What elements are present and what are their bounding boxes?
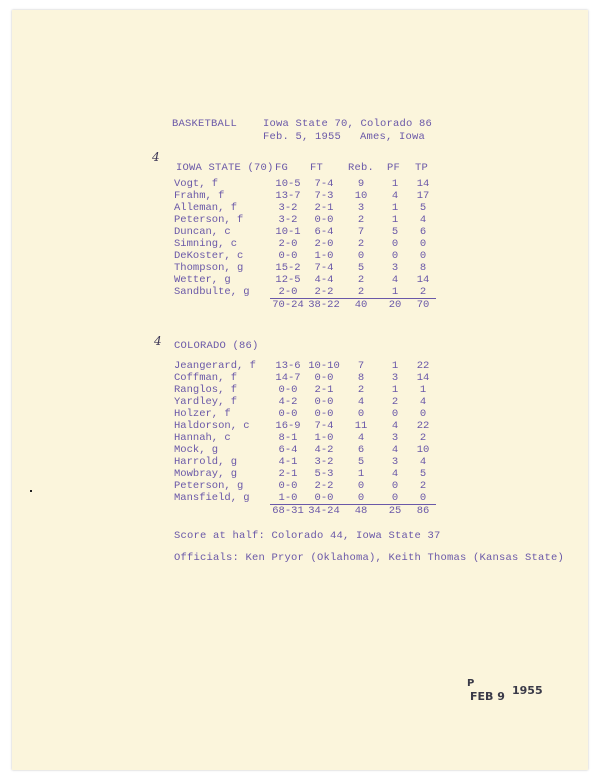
stat-pf: 0 (380, 492, 410, 505)
stat-reb: 2 (357, 274, 365, 286)
stat-fg: 0-0 (278, 250, 298, 262)
stat-pf: 3 (391, 432, 399, 444)
stat-ft: 7-4 (314, 262, 334, 274)
stat-tp: 17 (416, 190, 430, 202)
stat-fg: 0-0 (278, 408, 298, 420)
stat-tp: 4 (419, 456, 427, 468)
stat-ft: 1-0 (314, 250, 334, 262)
total-ft: 34-24 (308, 505, 340, 517)
player-name: Haldorson, c (174, 420, 250, 432)
stat-fg: 2-1 (278, 468, 298, 480)
player-name: Holzer, f (174, 408, 231, 420)
stat-tp: 2 (410, 286, 436, 299)
stat-fg: 4-2 (278, 396, 298, 408)
stat-fg: 8-1 (278, 432, 298, 444)
stat-reb: 0 (357, 250, 365, 262)
stat-pf: 0 (391, 480, 399, 492)
stat-reb: 1 (357, 468, 365, 480)
stat-fg: 0-0 (278, 480, 298, 492)
player-row (174, 190, 436, 202)
stat-fg: 2-0 (270, 286, 306, 299)
stat-pf: 4 (391, 444, 399, 456)
stat-ft: 5-3 (314, 468, 334, 480)
colorado-title: COLORADO (86) (174, 340, 259, 352)
player-row (174, 202, 436, 214)
stat-ft: 4-4 (314, 274, 334, 286)
stat-ft: 2-2 (306, 286, 342, 299)
stat-tp: 4 (419, 214, 427, 226)
stat-ft: 4-2 (314, 444, 334, 456)
col-reb: Reb. (348, 162, 375, 174)
stat-reb: 2 (357, 214, 365, 226)
total-tp: 70 (416, 299, 430, 311)
stat-pf: 0 (391, 250, 399, 262)
col-pf: PF (387, 162, 401, 174)
player-name: Sandbulte, g (174, 286, 250, 299)
stat-tp: 8 (419, 262, 427, 274)
player-name: Coffman, f (174, 372, 238, 384)
stat-pf: 4 (391, 274, 399, 286)
stat-reb: 5 (357, 456, 365, 468)
stat-fg: 10-5 (275, 178, 301, 190)
stat-ft: 6-4 (314, 226, 334, 238)
iowa-state-box-score (174, 178, 436, 311)
stat-pf: 4 (391, 190, 399, 202)
player-name: Yardley, f (174, 396, 238, 408)
stat-reb: 2 (357, 384, 365, 396)
stat-tp: 14 (416, 274, 430, 286)
stat-tp: 1 (419, 384, 427, 396)
stat-pf: 3 (391, 456, 399, 468)
player-row (174, 444, 436, 456)
stat-ft: 3-2 (314, 456, 334, 468)
stat-reb: 7 (357, 360, 365, 372)
stat-pf: 1 (380, 286, 410, 299)
dust-speck (30, 490, 32, 492)
stat-reb: 2 (357, 238, 365, 250)
totals-row (174, 299, 436, 312)
player-row (174, 372, 436, 384)
player-row (174, 274, 436, 286)
player-row (174, 408, 436, 420)
player-name: Peterson, g (174, 480, 244, 492)
stat-pf: 3 (391, 262, 399, 274)
player-name: Alleman, f (174, 202, 238, 214)
player-row (174, 286, 436, 299)
player-name: Mock, g (174, 444, 219, 456)
totals-row (174, 505, 436, 518)
stat-pf: 1 (391, 214, 399, 226)
officials: Officials: Ken Pryor (Oklahoma), Keith Thomas (Kansas State) (174, 552, 565, 564)
stat-fg: 12-5 (275, 274, 301, 286)
stat-tp: 5 (419, 468, 427, 480)
totals-spacer (174, 505, 270, 518)
player-name: Ranglos, f (174, 384, 238, 396)
stat-fg: 3-2 (278, 214, 298, 226)
player-row (174, 420, 436, 432)
stat-ft: 0-0 (314, 408, 334, 420)
document-page (12, 10, 588, 770)
stat-pf: 2 (391, 396, 399, 408)
player-name: Mansfield, g (174, 492, 250, 505)
stat-tp: 0 (410, 492, 436, 505)
player-row (174, 384, 436, 396)
stat-ft: 0-0 (314, 396, 334, 408)
player-name: Mowbray, g (174, 468, 238, 480)
player-row (174, 226, 436, 238)
player-name: Peterson, f (174, 214, 244, 226)
player-name: DeKoster, c (174, 250, 244, 262)
stat-pf: 4 (391, 420, 399, 432)
stat-tp: 10 (416, 444, 430, 456)
stat-pf: 1 (391, 360, 399, 372)
player-row (174, 178, 436, 190)
col-tp: TP (415, 162, 429, 174)
stat-reb: 6 (357, 444, 365, 456)
total-tp: 86 (416, 505, 430, 517)
stat-reb: 10 (354, 190, 368, 202)
col-ft: FT (310, 162, 324, 174)
stat-ft: 7-3 (314, 190, 334, 202)
stat-tp: 14 (416, 372, 430, 384)
player-row (174, 432, 436, 444)
player-row (174, 396, 436, 408)
received-stamp-year: 1955 (512, 684, 543, 697)
stat-tp: 2 (419, 480, 427, 492)
stat-fg: 14-7 (275, 372, 301, 384)
total-pf: 25 (388, 505, 402, 517)
stat-fg: 15-2 (275, 262, 301, 274)
stat-fg: 16-9 (275, 420, 301, 432)
header-sport: BASKETBALL (172, 118, 238, 130)
total-pf: 20 (388, 299, 402, 311)
stat-fg: 13-6 (275, 360, 301, 372)
received-stamp-date: FEB 9 (470, 690, 505, 703)
handwritten-mark: 4 (152, 150, 160, 164)
stat-pf: 5 (391, 226, 399, 238)
stat-reb: 11 (354, 420, 368, 432)
stat-pf: 4 (391, 468, 399, 480)
player-row (174, 456, 436, 468)
stat-ft: 10-10 (308, 360, 340, 372)
total-fg: 70-24 (272, 299, 304, 311)
stat-tp: 0 (419, 238, 427, 250)
stat-ft: 0-0 (306, 492, 342, 505)
player-row (174, 480, 436, 492)
totals-spacer (174, 299, 270, 312)
stat-fg: 13-7 (275, 190, 301, 202)
player-row (174, 238, 436, 250)
stat-reb: 4 (357, 432, 365, 444)
stamp-mark: P (467, 678, 475, 689)
stat-reb: 2 (342, 286, 380, 299)
stat-tp: 22 (416, 360, 430, 372)
stat-tp: 0 (419, 408, 427, 420)
player-name: Simning, c (174, 238, 238, 250)
stat-pf: 1 (391, 178, 399, 190)
stat-tp: 22 (416, 420, 430, 432)
stat-reb: 7 (357, 226, 365, 238)
player-name: Frahm, f (174, 190, 225, 202)
stat-ft: 2-1 (314, 384, 334, 396)
stat-reb: 0 (357, 408, 365, 420)
player-name: Hannah, c (174, 432, 231, 444)
stat-ft: 2-0 (314, 238, 334, 250)
total-fg: 68-31 (272, 505, 304, 517)
player-row (174, 468, 436, 480)
stat-fg: 10-1 (275, 226, 301, 238)
stat-pf: 0 (391, 408, 399, 420)
total-reb: 40 (354, 299, 368, 311)
stat-fg: 0-0 (278, 384, 298, 396)
stat-reb: 8 (357, 372, 365, 384)
stat-fg: 6-4 (278, 444, 298, 456)
player-row (174, 250, 436, 262)
player-name: Wetter, g (174, 274, 231, 286)
player-row (174, 262, 436, 274)
stat-ft: 2-1 (314, 202, 334, 214)
stat-pf: 1 (391, 202, 399, 214)
stat-pf: 0 (391, 238, 399, 250)
stat-tp: 2 (419, 432, 427, 444)
stat-tp: 14 (416, 178, 430, 190)
header-location: Ames, Iowa (360, 131, 426, 143)
stat-tp: 5 (419, 202, 427, 214)
total-ft: 38-22 (308, 299, 340, 311)
stat-fg: 2-0 (278, 238, 298, 250)
stat-reb: 0 (357, 480, 365, 492)
header-date: Feb. 5, 1955 (263, 131, 342, 143)
halftime-score: Score at half: Colorado 44, Iowa State 37 (174, 530, 441, 542)
stat-reb: 4 (357, 396, 365, 408)
player-name: Jeangerard, f (174, 360, 256, 372)
stat-tp: 4 (419, 396, 427, 408)
player-name: Thompson, g (174, 262, 244, 274)
col-fg: FG (275, 162, 289, 174)
player-name: Duncan, c (174, 226, 231, 238)
stat-fg: 4-1 (278, 456, 298, 468)
stat-reb: 0 (342, 492, 380, 505)
iowa-state-title: IOWA STATE (70) (176, 162, 274, 174)
stat-fg: 1-0 (270, 492, 306, 505)
stat-tp: 0 (419, 250, 427, 262)
player-row (174, 492, 436, 505)
stat-fg: 3-2 (278, 202, 298, 214)
header-matchup: Iowa State 70, Colorado 86 (263, 118, 433, 130)
stat-reb: 9 (357, 178, 365, 190)
stat-ft: 0-0 (314, 372, 334, 384)
stat-pf: 1 (391, 384, 399, 396)
stat-ft: 1-0 (314, 432, 334, 444)
total-reb: 48 (354, 505, 368, 517)
stat-ft: 2-2 (314, 480, 334, 492)
stat-ft: 7-4 (314, 178, 334, 190)
handwritten-mark: 4 (154, 334, 162, 348)
player-name: Harrold, g (174, 456, 238, 468)
player-row (174, 360, 436, 372)
player-name: Vogt, f (174, 178, 219, 190)
stat-reb: 5 (357, 262, 365, 274)
stat-ft: 0-0 (314, 214, 334, 226)
stat-ft: 7-4 (314, 420, 334, 432)
stat-tp: 6 (419, 226, 427, 238)
stat-pf: 3 (391, 372, 399, 384)
player-row (174, 214, 436, 226)
stat-reb: 3 (357, 202, 365, 214)
colorado-box-score (174, 360, 436, 517)
